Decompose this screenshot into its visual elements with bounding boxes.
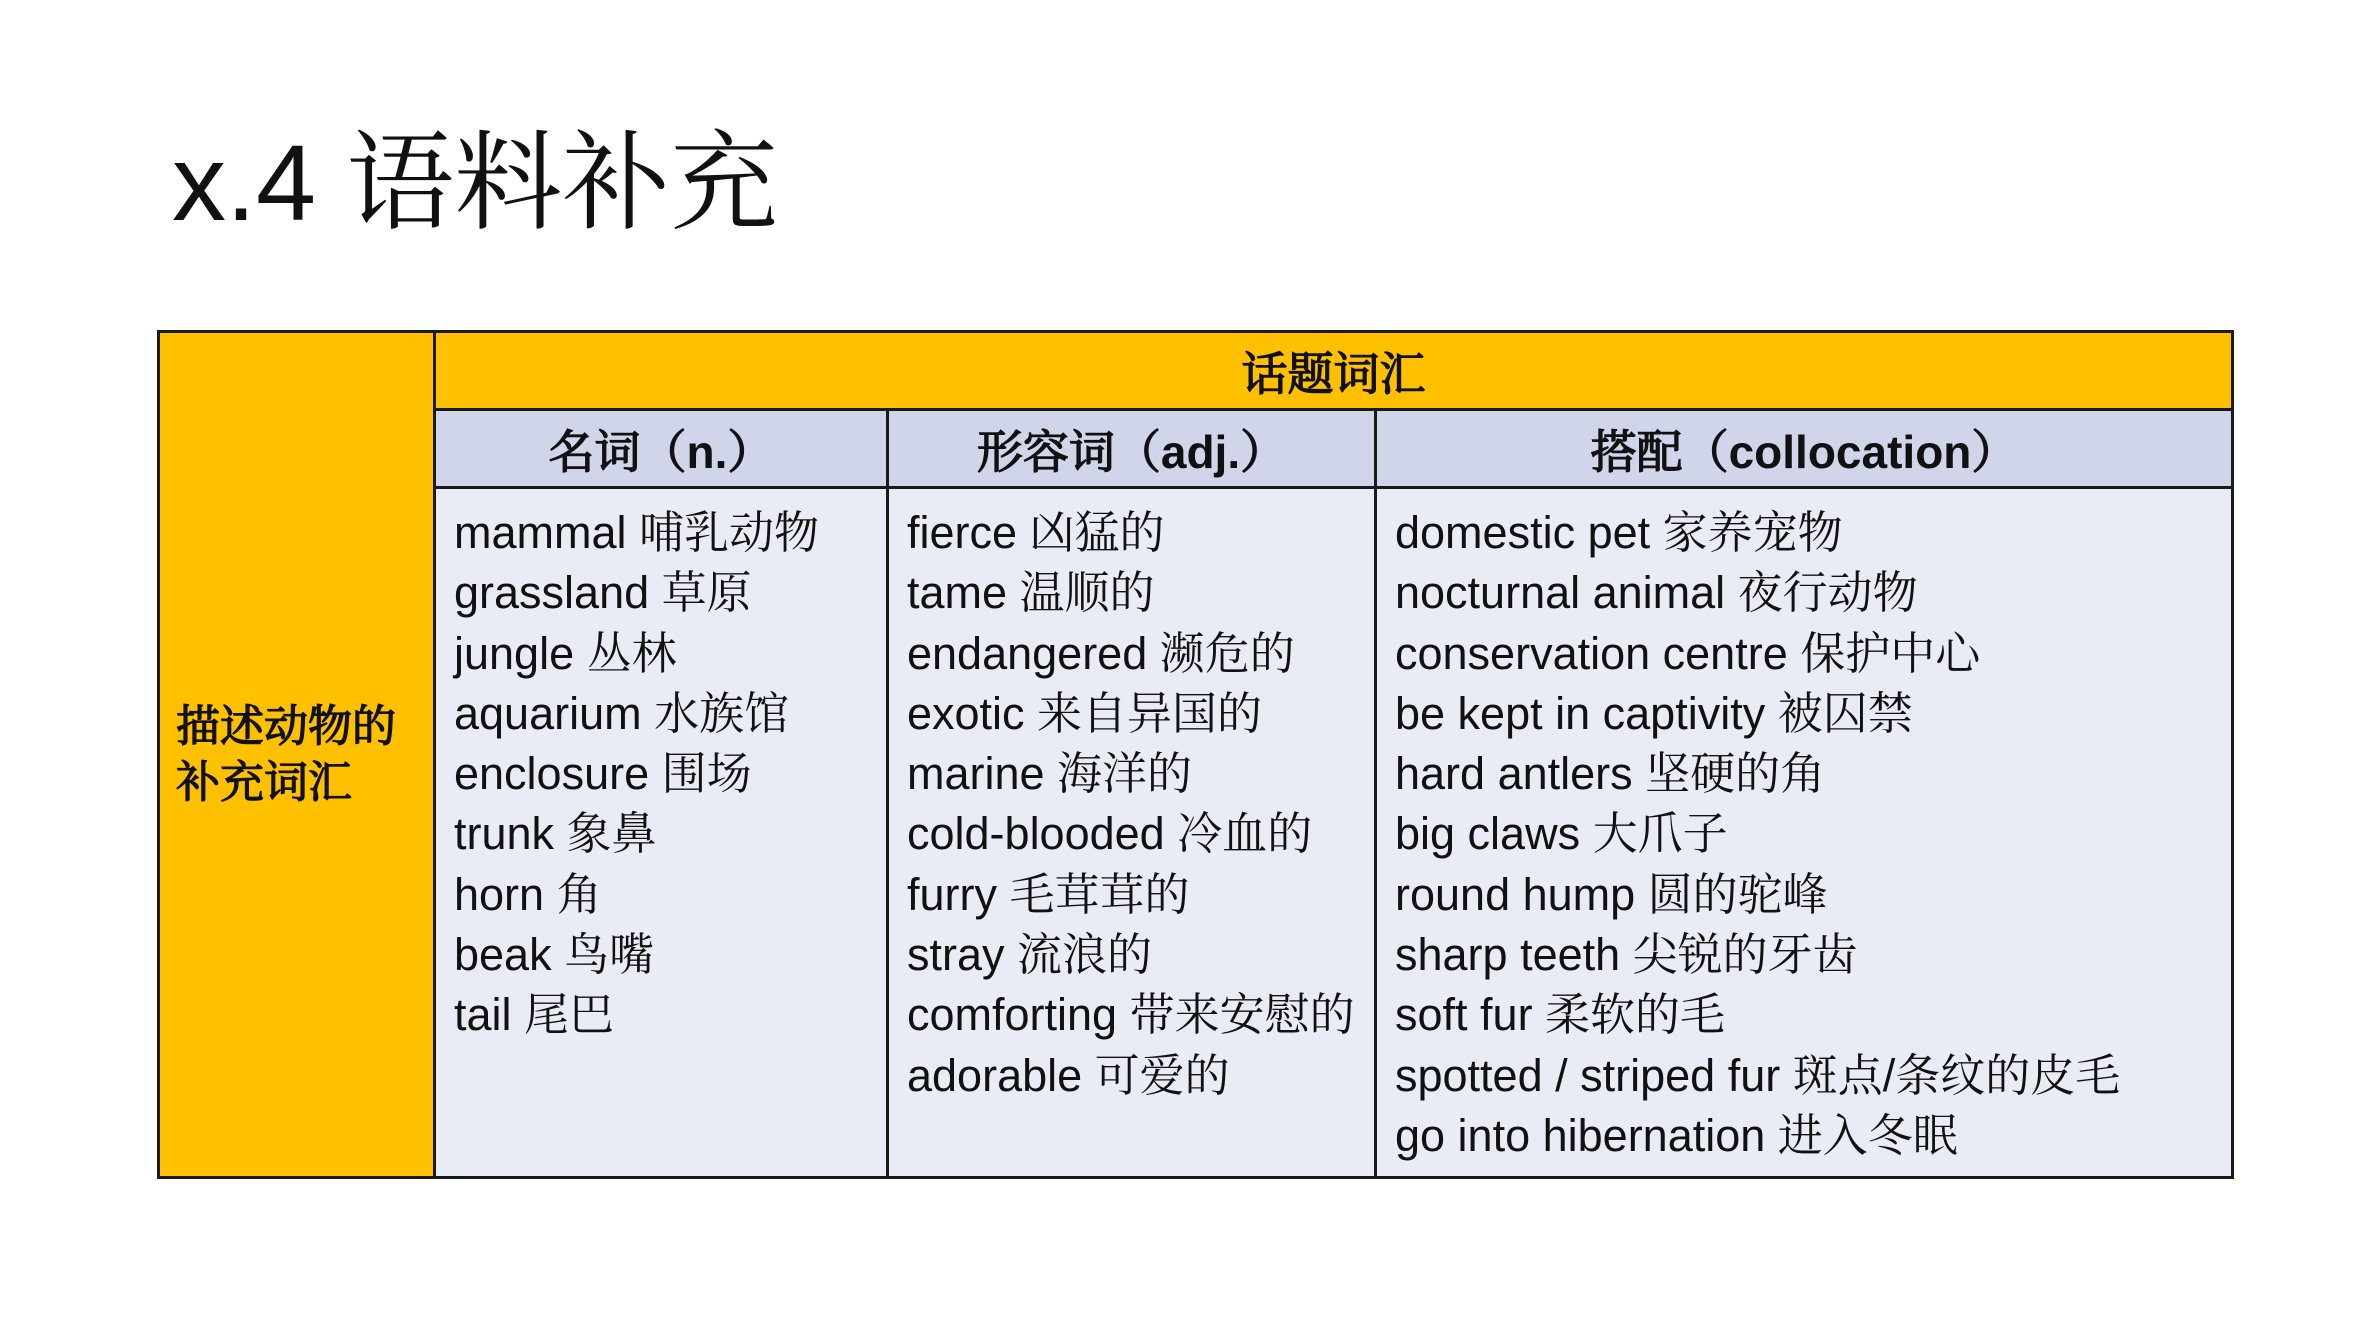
collocation-item: nocturnal animal 夜行动物 <box>1395 567 1918 619</box>
adjective-item: cold-blooded 冷血的 <box>907 808 1313 860</box>
adjective-item: comforting 带来安慰的 <box>907 989 1355 1041</box>
noun-item: grassland 草原 <box>454 567 752 619</box>
side-label-line-1: 描述动物的 <box>176 701 396 751</box>
noun-item: trunk 象鼻 <box>454 808 657 860</box>
collocation-item: soft fur 柔软的毛 <box>1395 989 1726 1041</box>
column-header-nouns: 名词（n.） <box>435 410 888 488</box>
adjective-item: adorable 可爱的 <box>907 1049 1230 1101</box>
adjectives-cell <box>888 488 1376 1178</box>
column-header-adjectives: 形容词（adj.） <box>888 410 1376 488</box>
collocation-item: big claws 大爪子 <box>1395 808 1728 860</box>
nouns-cell <box>435 488 888 1178</box>
noun-item: horn 角 <box>454 868 602 920</box>
collocations-cell <box>1376 488 2233 1178</box>
adjective-item: stray 流浪的 <box>907 929 1153 981</box>
noun-item: mammal 哺乳动物 <box>454 507 820 558</box>
adjective-item: exotic 来自异国的 <box>907 687 1263 739</box>
collocation-item: sharp teeth 尖锐的牙齿 <box>1395 929 1858 981</box>
adjective-item: tame 温顺的 <box>907 567 1155 619</box>
collocation-item: round hump 圆的驼峰 <box>1395 868 1828 920</box>
noun-item: aquarium 水族馆 <box>454 687 790 739</box>
collocation-item: domestic pet 家养宠物 <box>1395 507 1843 558</box>
noun-item: enclosure 围场 <box>454 748 752 800</box>
topic-header: 话题词汇 <box>435 332 2233 410</box>
noun-item: tail 尾巴 <box>454 989 615 1041</box>
column-header-collocations: 搭配（collocation） <box>1376 410 2233 488</box>
collocation-item: conservation centre 保护中心 <box>1395 627 1981 679</box>
adjective-item: marine 海洋的 <box>907 748 1193 800</box>
noun-item: beak 鸟嘴 <box>454 929 655 981</box>
vocabulary-table <box>157 330 2234 1179</box>
adjective-item: furry 毛茸茸的 <box>907 868 1190 920</box>
adjective-item: endangered 濒危的 <box>907 627 1295 679</box>
side-label-cell <box>159 332 435 1178</box>
noun-item: jungle 丛林 <box>454 627 677 679</box>
slide-title: x.4 语料补充 <box>172 122 779 243</box>
collocation-item: spotted / striped fur 斑点/条纹的皮毛 <box>1395 1049 2121 1101</box>
collocation-item: go into hibernation 进入冬眠 <box>1395 1109 1958 1161</box>
adjective-item: fierce 凶猛的 <box>907 507 1165 558</box>
side-label-line-2: 补充词汇 <box>176 757 352 807</box>
collocation-item: be kept in captivity 被囚禁 <box>1395 687 1913 739</box>
collocation-item: hard antlers 坚硬的角 <box>1395 748 1826 800</box>
